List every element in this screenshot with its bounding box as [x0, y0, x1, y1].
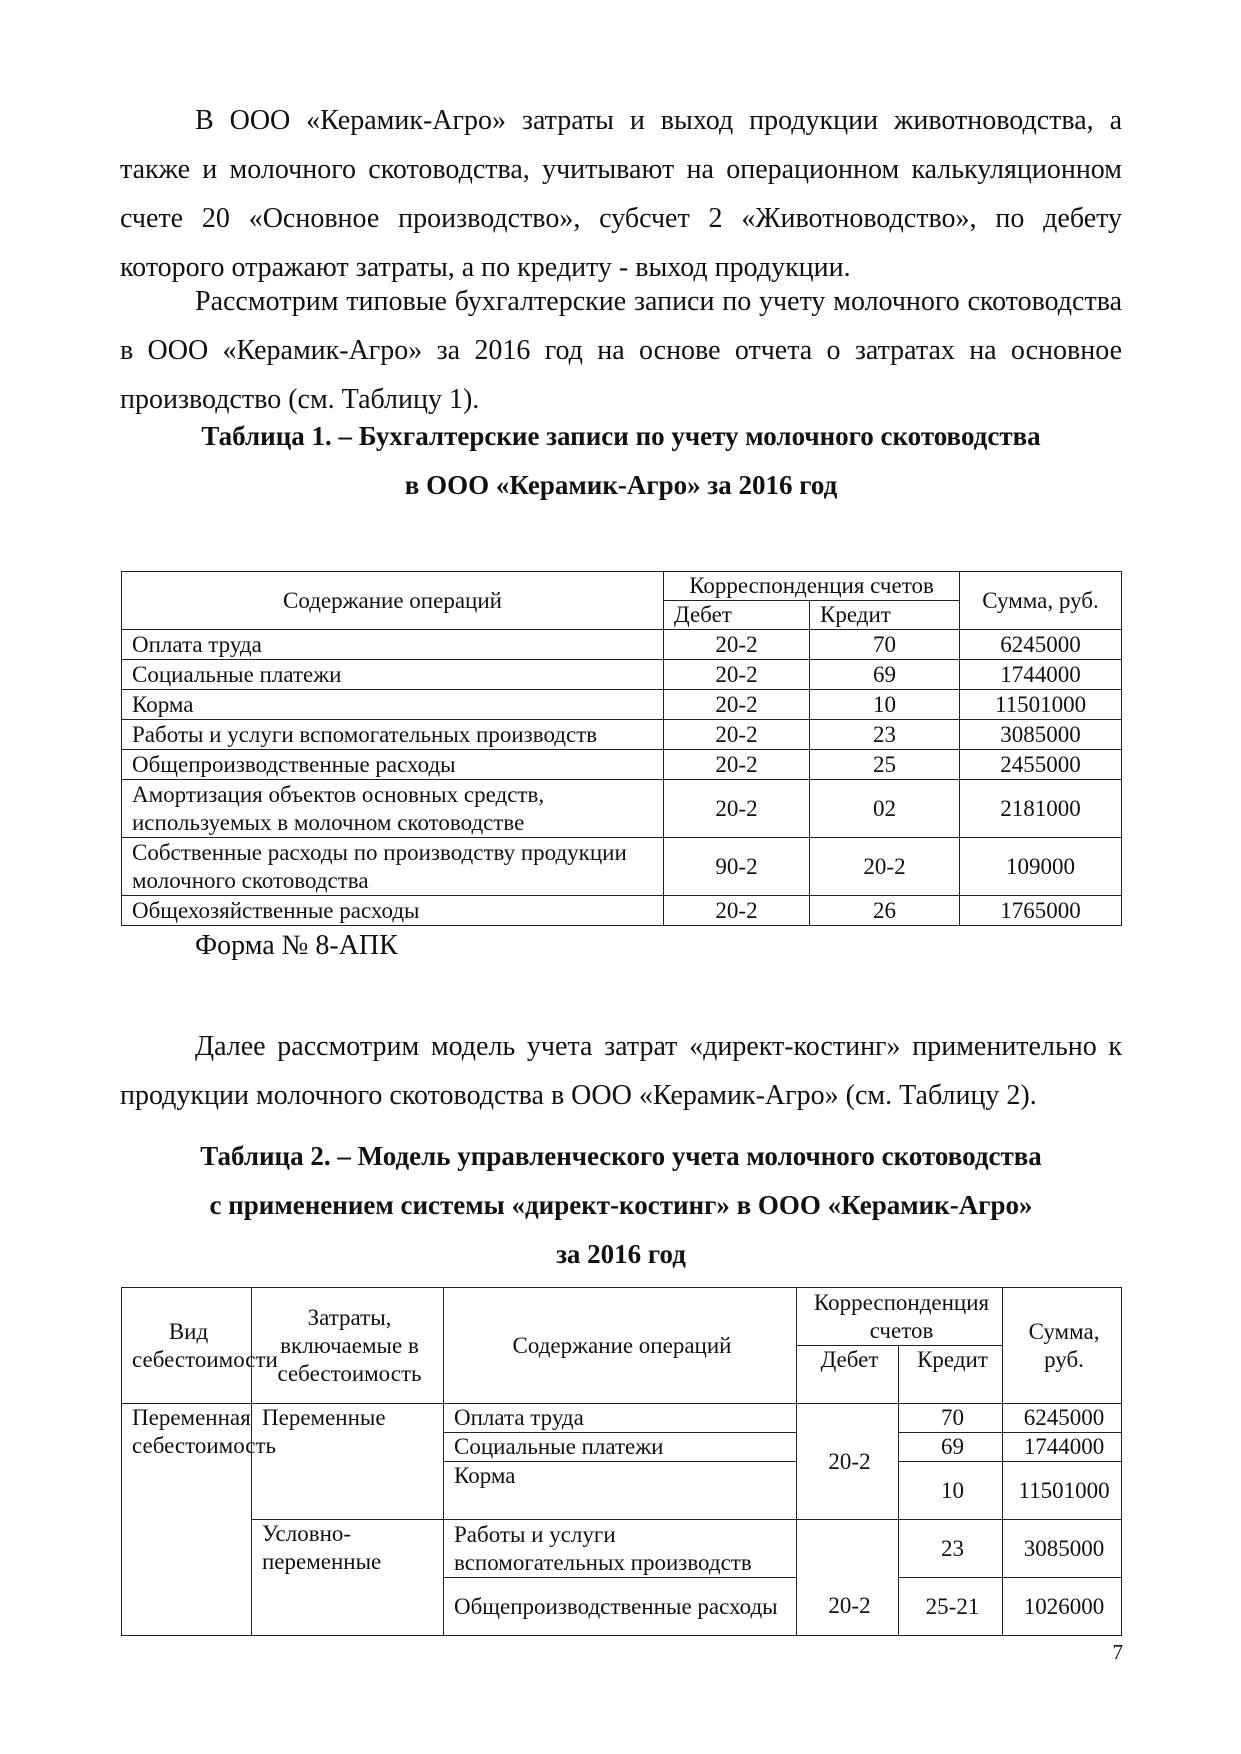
- table1-cell-credit: 70: [810, 630, 960, 660]
- table1-cell-op: Оплата труда: [122, 630, 664, 660]
- table2-header-operations: Содержание операций: [444, 1288, 797, 1404]
- page-number: 7: [1112, 1640, 1123, 1664]
- table1-cell-amount: 2181000: [960, 780, 1122, 838]
- table2-cell-credit: 23: [899, 1520, 1003, 1578]
- table1-cell-op: Общехозяйственные расходы: [122, 896, 664, 926]
- table1-cell-op: Социальные платежи: [122, 660, 664, 690]
- table2-cell-op: Корма: [444, 1462, 797, 1520]
- table1-cell-credit: 69: [810, 660, 960, 690]
- table-row: [122, 1520, 1122, 1578]
- table1-cell-debit: 20-2: [664, 720, 810, 750]
- table-row: [122, 690, 1122, 720]
- table2-cell-credit: 10: [899, 1462, 1003, 1520]
- table1-caption-line2: в ООО «Керамик-Агро» за 2016 год: [404, 470, 838, 500]
- table2-cell-op: Общепроизводственные расходы: [444, 1578, 797, 1636]
- table1-cell-debit: 20-2: [664, 690, 810, 720]
- table2-debit-empty: [797, 1520, 899, 1578]
- table1-cell-amount: 109000: [960, 838, 1122, 896]
- table1-header-debit: Дебет: [664, 601, 810, 630]
- table2-group-cond-variable: Условно-переменные: [252, 1520, 444, 1636]
- table1-cell-debit: 90-2: [664, 838, 810, 896]
- table1-header-operations: Содержание операций: [122, 572, 664, 630]
- table1-cell-amount: 3085000: [960, 720, 1122, 750]
- table1-cell-op: Амортизация объектов основных средств, используемых в молочном скотоводстве: [122, 780, 664, 838]
- table1-cell-debit: 20-2: [664, 750, 810, 780]
- table1-cell-amount: 2455000: [960, 750, 1122, 780]
- table2-cell-op: Социальные платежи: [444, 1433, 797, 1462]
- paragraph-table1-intro: Рассмотрим типовые бухгалтерские записи по учету молочного скотоводства в ООО «Керамик-Агро» за 2016 год на основе отчета о затратах на основное производство (см. Таблицу 1).: [120, 286, 1122, 415]
- table2-group-variable: Переменные: [252, 1404, 444, 1520]
- table1-cell-debit: 20-2: [664, 630, 810, 660]
- table1-header-amount: Сумма, руб.: [960, 572, 1122, 630]
- table1-cell-credit: 20-2: [810, 838, 960, 896]
- table1-cell-credit: 02: [810, 780, 960, 838]
- table2-caption-line1: Таблица 2. – Модель управленческого учета молочного скотоводства: [200, 1141, 1042, 1171]
- table1-caption-line1: Таблица 1. – Бухгалтерские записи по учету молочного скотоводства: [201, 421, 1041, 451]
- table2-header-costs-included: Затраты, включаемые в себестоимость: [252, 1288, 444, 1404]
- table1-cell-op: Работы и услуги вспомогательных производств: [122, 720, 664, 750]
- table2-cell-op: Оплата труда: [444, 1404, 797, 1433]
- table1-cell-debit: 20-2: [664, 780, 810, 838]
- table1: [121, 571, 1122, 926]
- table-row: [122, 630, 1122, 660]
- table1-cell-debit: 20-2: [664, 660, 810, 690]
- table1-cell-credit: 26: [810, 896, 960, 926]
- table-row: [122, 1404, 1122, 1433]
- table-row: [122, 720, 1122, 750]
- table1-cell-amount: 11501000: [960, 690, 1122, 720]
- table1-cell-op: Собственные расходы по производству продукции молочного скотоводства: [122, 838, 664, 896]
- table1-header-credit: Кредит: [810, 601, 960, 630]
- table2-header-cost-type: Вид себестоимости: [122, 1288, 252, 1404]
- table-row: [122, 750, 1122, 780]
- table-row: [122, 780, 1122, 838]
- table2-cost-type-variable: Переменная себестоимость: [122, 1404, 252, 1636]
- table1-cell-op: Общепроизводственные расходы: [122, 750, 664, 780]
- table1-source: Форма № 8-АПК: [195, 930, 398, 961]
- table1-header-correspondence: Корреспонденция счетов: [664, 572, 960, 601]
- table2-caption-line2: с применением системы «директ-костинг» в ООО «Керамик-Агро»: [209, 1190, 1033, 1220]
- table1-cell-credit: 23: [810, 720, 960, 750]
- table-row: [122, 660, 1122, 690]
- table2-header-credit: Кредит: [899, 1346, 1003, 1404]
- table2: [121, 1287, 1122, 1636]
- table2-cell-credit: 25-21: [899, 1578, 1003, 1636]
- table2-header-amount: Сумма, руб.: [1003, 1288, 1122, 1404]
- table2-cell-amount: 3085000: [1003, 1520, 1122, 1578]
- table2-header-debit: Дебет: [797, 1346, 899, 1404]
- paragraph-table2-intro: Далее рассмотрим модель учета затрат «директ-костинг» применительно к продукции молочного скотоводства в ООО «Керамик-Агро» (см. Таблицу 2).: [120, 1031, 1122, 1111]
- table1-cell-amount: 6245000: [960, 630, 1122, 660]
- table1-cell-credit: 10: [810, 690, 960, 720]
- table-row: [122, 896, 1122, 926]
- table1-cell-amount: 1765000: [960, 896, 1122, 926]
- table1-cell-debit: 20-2: [664, 896, 810, 926]
- table2-cell-op: Работы и услуги вспомогательных производств: [444, 1520, 797, 1578]
- table-row: [122, 838, 1122, 896]
- table2-cell-amount: 1026000: [1003, 1578, 1122, 1636]
- table2-debit-group2: 20-2: [797, 1578, 899, 1636]
- table2-cell-credit: 69: [899, 1433, 1003, 1462]
- table2-cell-amount: 1744000: [1003, 1433, 1122, 1462]
- table2-caption-line3: за 2016 год: [556, 1239, 686, 1269]
- table2-debit-group1: 20-2: [797, 1404, 899, 1520]
- paragraph-intro: В ООО «Керамик-Агро» затраты и выход продукции животноводства, а также и молочного скотоводства, учитывают на операционном калькуляционном счете 20 «Основное производство», субсчет 2 «Животноводство», по дебету которого отражают затраты, а по кредиту - выход продукции.: [120, 105, 1122, 283]
- table2-cell-amount: 11501000: [1003, 1462, 1122, 1520]
- table1-cell-amount: 1744000: [960, 660, 1122, 690]
- table2-cell-credit: 70: [899, 1404, 1003, 1433]
- table1-cell-op: Корма: [122, 690, 664, 720]
- table2-cell-amount: 6245000: [1003, 1404, 1122, 1433]
- table1-cell-credit: 25: [810, 750, 960, 780]
- table2-header-correspondence: Корреспонденция счетов: [797, 1288, 1003, 1346]
